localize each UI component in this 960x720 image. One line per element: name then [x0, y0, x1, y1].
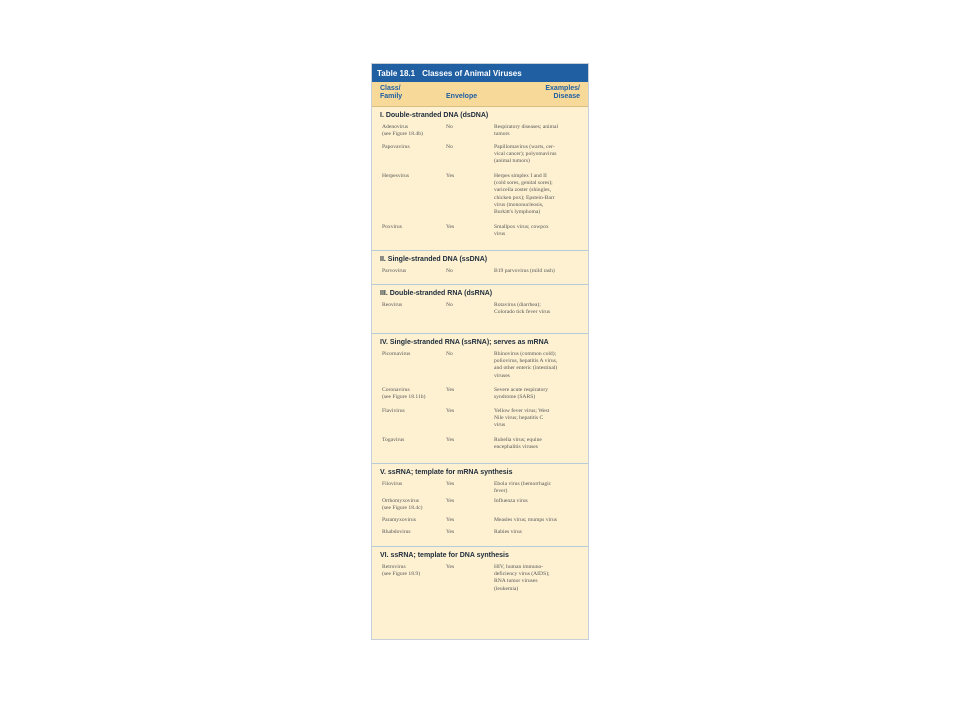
table-section — [372, 250, 588, 284]
table-section — [372, 284, 588, 333]
table-number: Table 18.1 — [377, 68, 416, 78]
envelope-cell: No — [446, 268, 453, 274]
envelope-cell: Yes — [446, 498, 455, 504]
table-row — [372, 517, 588, 529]
table-row — [372, 224, 588, 246]
virus-family-cell: Parvovirus — [382, 268, 407, 274]
envelope-cell: No — [446, 144, 453, 150]
examples-disease-cell: B19 parvovirus (mild rash) — [494, 268, 555, 274]
table-body — [372, 107, 588, 608]
virus-family-cell: Orthomyxovirus (see Figure 18.4c) — [382, 498, 423, 512]
table-row — [372, 408, 588, 437]
virus-family-cell: Coronavirus (see Figure 18.11b) — [382, 387, 426, 401]
table-row — [372, 437, 588, 457]
table-section — [372, 546, 588, 608]
envelope-cell: Yes — [446, 387, 455, 393]
table-row — [372, 302, 588, 324]
examples-disease-cell: Rubella virus; equine encephalitis viruses — [494, 437, 542, 451]
virus-family-cell: Filovirus — [382, 481, 403, 487]
virus-family-cell: Picornavirus — [382, 351, 411, 357]
examples-disease-cell: Herpes simplex I and II (cold sores, genital sores); varicella zoster (shingles, chicken pox); Epstein-Barr virus (mononucleosis, Burkitt's lymphoma) — [494, 173, 555, 216]
envelope-cell: Yes — [446, 564, 455, 570]
envelope-cell: Yes — [446, 173, 455, 179]
examples-disease-cell: Smallpox virus; cowpox virus — [494, 224, 549, 238]
examples-disease-cell: Rotavirus (diarrhea); Colorado tick fever virus — [494, 302, 551, 316]
section-heading: IV. Single-stranded RNA (ssRNA); serves as mRNA — [380, 339, 549, 346]
examples-disease-cell: Influenza virus — [494, 498, 528, 504]
section-heading: III. Double-stranded RNA (dsRNA) — [380, 290, 493, 297]
envelope-cell: No — [446, 351, 453, 357]
envelope-cell: No — [446, 124, 453, 130]
examples-disease-cell: Severe acute respiratory syndrome (SARS) — [494, 387, 549, 401]
table-row — [372, 387, 588, 408]
envelope-cell: Yes — [446, 529, 455, 535]
table-row — [372, 351, 588, 387]
envelope-cell: No — [446, 302, 453, 308]
table-row — [372, 498, 588, 517]
envelope-cell: Yes — [446, 224, 455, 230]
virus-family-cell: Rhabdovirus — [382, 529, 411, 535]
table-row — [372, 173, 588, 224]
virus-family-cell: Retrovirus (see Figure 18.9) — [382, 564, 421, 578]
examples-disease-cell: Measles virus; mumps virus — [494, 517, 557, 523]
table-row — [372, 564, 588, 608]
envelope-cell: Yes — [446, 481, 455, 487]
examples-disease-cell: Ebola virus (hemorrhagic fever) — [494, 481, 552, 495]
virus-family-cell: Herpesvirus — [382, 173, 410, 179]
envelope-cell: Yes — [446, 517, 455, 523]
examples-disease-cell: Papillomavirus (warts, cer- vical cancer); polyomavirus (animal tumors) — [494, 144, 557, 165]
table-row — [372, 124, 588, 144]
column-header-examples: Examples/ Disease — [545, 85, 580, 100]
envelope-cell: Yes — [446, 437, 455, 443]
examples-disease-cell: Yellow fever virus; West Nile virus; hepatitis C virus — [494, 408, 550, 429]
examples-disease-cell: HIV, human immuno- deficiency virus (AIDS); RNA tumor viruses (leukemia) — [494, 564, 550, 592]
virus-family-cell: Togavirus — [382, 437, 405, 443]
table-title-bar — [372, 64, 588, 82]
virus-family-cell: Reovirus — [382, 302, 403, 308]
table-title: Classes of Animal Viruses — [422, 68, 522, 78]
column-header-envelope: Envelope — [446, 93, 478, 100]
virus-family-cell: Papovavirus — [382, 144, 410, 150]
table-section — [372, 463, 588, 546]
virus-family-cell: Adenovirus (see Figure 18.4b) — [382, 124, 423, 138]
table-row — [372, 268, 588, 280]
section-heading: V. ssRNA; template for mRNA synthesis — [380, 469, 513, 476]
examples-disease-cell: Rabies virus — [494, 529, 522, 535]
table-row — [372, 481, 588, 498]
section-heading: VI. ssRNA; template for DNA synthesis — [380, 552, 509, 559]
table-section — [372, 107, 588, 250]
examples-disease-cell: Rhinovirus (common cold); poliovirus, hepatitis A virus, and other enteric (intestinal) viruses — [494, 351, 558, 379]
column-header-row — [372, 82, 588, 107]
examples-disease-cell: Respiratory diseases; animal tumors — [494, 124, 559, 138]
envelope-cell: Yes — [446, 408, 455, 414]
table-row — [372, 144, 588, 173]
virus-family-cell: Poxvirus — [382, 224, 402, 230]
virus-family-cell: Flavivirus — [382, 408, 405, 414]
table-row — [372, 529, 588, 540]
virus-classes-table — [371, 63, 589, 640]
table-section — [372, 333, 588, 463]
virus-family-cell: Paramyxovirus — [382, 517, 416, 523]
column-header-class: Class/ Family — [380, 85, 403, 100]
section-heading: I. Double-stranded DNA (dsDNA) — [380, 112, 489, 119]
section-heading: II. Single-stranded DNA (ssDNA) — [380, 256, 488, 263]
